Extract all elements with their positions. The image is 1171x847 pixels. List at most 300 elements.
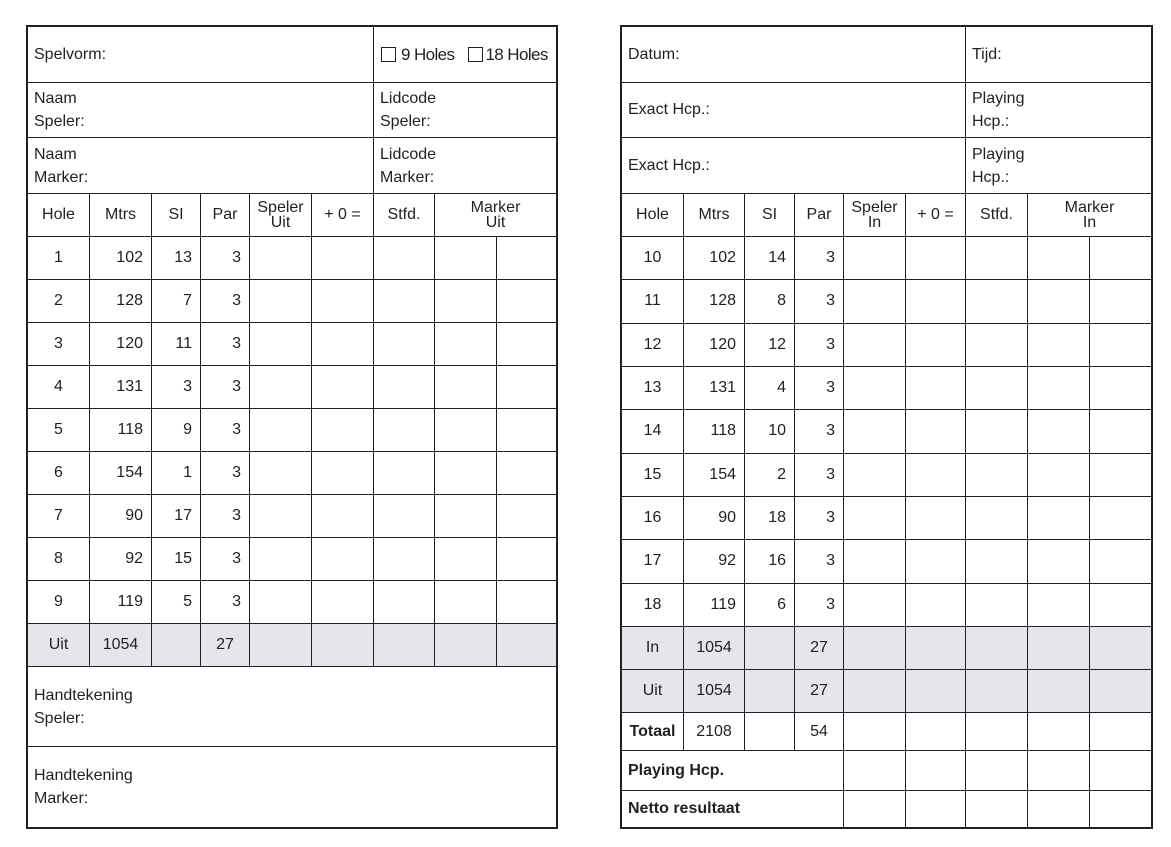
hole-mtrs: 118 (90, 409, 152, 451)
playing-hcp-1-line1: Playing (972, 90, 1025, 107)
uit-plus-zero[interactable] (906, 670, 966, 712)
naam-marker-label-1: Naam (34, 145, 77, 163)
marker-score-cell-1[interactable] (1028, 497, 1090, 539)
plus-zero-cell[interactable] (312, 323, 374, 365)
speler-score-cell[interactable] (250, 538, 312, 580)
uit-marker-2[interactable] (497, 624, 556, 666)
hole-row (28, 452, 556, 495)
speler-score-cell[interactable] (844, 367, 906, 409)
sign-marker-field[interactable] (28, 747, 556, 827)
uit-speler[interactable] (844, 670, 906, 712)
speler-score-cell[interactable] (250, 409, 312, 451)
hole-row (28, 581, 556, 624)
in-label: In (622, 627, 684, 669)
marker-score-cell-1[interactable] (435, 452, 497, 494)
in-marker-2[interactable] (1090, 627, 1151, 669)
speler-score-cell[interactable] (250, 237, 312, 279)
marker-row (28, 138, 556, 194)
hole-par: 3 (795, 454, 844, 496)
header-plus-zero: + 0 = (906, 194, 966, 236)
hole-si: 1 (152, 452, 201, 494)
speler-score-cell[interactable] (250, 495, 312, 537)
marker-score-cell-2[interactable] (497, 366, 556, 408)
playing-hcp-marker-2[interactable] (1090, 751, 1151, 790)
plus-zero-cell[interactable] (312, 280, 374, 322)
marker-score-cell-2[interactable] (1090, 280, 1151, 322)
hole-mtrs: 118 (684, 410, 745, 452)
hole-par: 3 (795, 280, 844, 322)
speler-score-cell[interactable] (844, 410, 906, 452)
hole-row (622, 367, 1151, 410)
playing-hcp-speler[interactable] (844, 751, 906, 790)
header-si: SI (745, 194, 795, 236)
totaal-plus-zero[interactable] (906, 713, 966, 750)
hole-mtrs: 102 (90, 237, 152, 279)
sign-marker-label-1: Handtekening (34, 767, 133, 784)
hole-row (28, 237, 556, 280)
marker-score-cell-2[interactable] (1090, 454, 1151, 496)
marker-score-cell-1[interactable] (435, 323, 497, 365)
spelvorm-field[interactable] (28, 27, 374, 82)
uit-marker-1[interactable] (435, 624, 497, 666)
uit-si (745, 670, 795, 712)
marker-score-cell-1[interactable] (1028, 280, 1090, 322)
header-speler-uit (250, 194, 312, 236)
stfd-cell[interactable] (966, 497, 1028, 539)
hole-mtrs: 131 (684, 367, 745, 409)
hole-par: 3 (201, 366, 250, 408)
hole-mtrs: 120 (684, 324, 745, 366)
naam-speler-label-2: Speler: (34, 113, 85, 130)
header-speler-line1: Speler (257, 199, 304, 216)
naam-speler-field[interactable] (28, 83, 374, 137)
sign-marker-label-2: Marker: (34, 790, 89, 807)
header-marker-in (1028, 194, 1151, 236)
hole-number: 5 (28, 409, 90, 451)
plus-zero-cell[interactable] (906, 280, 966, 322)
hole-row (622, 540, 1151, 583)
exact-hcp-label-1: Exact Hcp.: (628, 101, 710, 118)
lidcode-marker-field[interactable] (374, 138, 556, 193)
header-speler-line1: Speler (851, 199, 898, 216)
hole-mtrs: 90 (90, 495, 152, 537)
hole-number: 12 (622, 324, 684, 366)
stfd-cell[interactable] (966, 324, 1028, 366)
marker-score-cell-1[interactable] (1028, 367, 1090, 409)
marker-score-cell-2[interactable] (497, 581, 556, 623)
speler-score-cell[interactable] (844, 280, 906, 322)
netto-stfd[interactable] (966, 791, 1028, 827)
hole-row (622, 410, 1151, 453)
uit-total-row-back (622, 670, 1151, 713)
lidcode-marker-label-1: Lidcode (380, 145, 437, 163)
totaal-label: Totaal (622, 713, 684, 750)
header-hole: Hole (28, 194, 90, 236)
playing-hcp-row-label: Playing Hcp. (622, 751, 844, 790)
header-stfd: Stfd. (374, 194, 435, 236)
hole-si: 9 (152, 409, 201, 451)
hole-number: 13 (622, 367, 684, 409)
spelvorm-row (28, 27, 556, 83)
plus-zero-cell[interactable] (312, 581, 374, 623)
hole-row (622, 454, 1151, 497)
hole-number: 2 (28, 280, 90, 322)
hole-number: 10 (622, 237, 684, 279)
exact-hcp-field-2[interactable] (622, 138, 966, 193)
marker-score-cell-2[interactable] (497, 280, 556, 322)
hole-par: 3 (795, 584, 844, 626)
stfd-cell[interactable] (966, 584, 1028, 626)
hole-si: 10 (745, 410, 795, 452)
hole-par: 3 (201, 538, 250, 580)
header-marker-line1: Marker (1064, 199, 1115, 216)
hole-number: 6 (28, 452, 90, 494)
holes-options (374, 27, 556, 82)
hole-si: 12 (745, 324, 795, 366)
totaal-marker-2[interactable] (1090, 713, 1151, 750)
in-stfd[interactable] (966, 627, 1028, 669)
header-speler-line2: In (867, 214, 882, 231)
plus-zero-cell[interactable] (906, 584, 966, 626)
uit-mtrs: 1054 (90, 624, 152, 666)
hcp-row-1 (622, 83, 1151, 138)
marker-score-cell-1[interactable] (1028, 237, 1090, 279)
hole-row (28, 280, 556, 323)
hole-mtrs: 90 (684, 497, 745, 539)
hole-number: 1 (28, 237, 90, 279)
marker-score-cell-2[interactable] (497, 495, 556, 537)
plus-zero-cell[interactable] (312, 452, 374, 494)
speler-score-cell[interactable] (250, 323, 312, 365)
hole-row (622, 237, 1151, 280)
hole-si: 17 (152, 495, 201, 537)
uit-stfd[interactable] (966, 670, 1028, 712)
plus-zero-cell[interactable] (906, 410, 966, 452)
hole-mtrs: 120 (90, 323, 152, 365)
uit-marker-2[interactable] (1090, 670, 1151, 712)
in-mtrs: 1054 (684, 627, 745, 669)
playing-hcp-2-line2: Hcp.: (972, 168, 1010, 186)
hole-number: 8 (28, 538, 90, 580)
header-speler-in (844, 194, 906, 236)
hole-si: 11 (152, 323, 201, 365)
stfd-cell[interactable] (374, 538, 435, 580)
stfd-cell[interactable] (374, 366, 435, 408)
hole-number: 14 (622, 410, 684, 452)
playing-hcp-marker-1[interactable] (1028, 751, 1090, 790)
uit-label: Uit (622, 670, 684, 712)
hole-number: 3 (28, 323, 90, 365)
tijd-label: Tijd: (972, 45, 1002, 63)
in-par: 27 (795, 627, 844, 669)
playing-hcp-field-2[interactable] (966, 138, 1151, 193)
scorecard-back (620, 25, 1153, 829)
in-marker-1[interactable] (1028, 627, 1090, 669)
marker-score-cell-1[interactable] (435, 581, 497, 623)
speler-score-cell[interactable] (844, 540, 906, 582)
hole-mtrs: 92 (90, 538, 152, 580)
hole-row (622, 497, 1151, 540)
hole-number: 7 (28, 495, 90, 537)
marker-score-cell-2[interactable] (1090, 410, 1151, 452)
marker-score-cell-1[interactable] (1028, 410, 1090, 452)
stfd-cell[interactable] (966, 367, 1028, 409)
playing-hcp-1-line2: Hcp.: (972, 113, 1010, 130)
hole-si: 3 (152, 366, 201, 408)
lidcode-marker-label-2: Marker: (380, 168, 435, 186)
hole-par: 3 (201, 452, 250, 494)
marker-score-cell-2[interactable] (1090, 497, 1151, 539)
marker-score-cell-1[interactable] (435, 409, 497, 451)
hole-number: 9 (28, 581, 90, 623)
stfd-cell[interactable] (374, 581, 435, 623)
header-mtrs: Mtrs (90, 194, 152, 236)
sign-marker-row[interactable] (28, 747, 556, 827)
hole-par: 3 (201, 581, 250, 623)
lidcode-speler-label-1: Lidcode (380, 90, 437, 107)
netto-marker-2[interactable] (1090, 791, 1151, 827)
stfd-cell[interactable] (374, 323, 435, 365)
uit-si (152, 624, 201, 666)
hole-mtrs: 128 (90, 280, 152, 322)
header-speler-line2: Uit (270, 214, 291, 231)
hole-si: 6 (745, 584, 795, 626)
marker-score-cell-1[interactable] (435, 538, 497, 580)
sign-speler-row[interactable] (28, 667, 556, 747)
totaal-marker-1[interactable] (1028, 713, 1090, 750)
stfd-cell[interactable] (374, 452, 435, 494)
hole-row (28, 323, 556, 366)
in-si (745, 627, 795, 669)
datum-field[interactable] (622, 27, 966, 82)
speler-score-cell[interactable] (844, 584, 906, 626)
datum-row (622, 27, 1151, 83)
header-stfd: Stfd. (966, 194, 1028, 236)
plus-zero-cell[interactable] (312, 495, 374, 537)
in-total-row (622, 627, 1151, 670)
marker-score-cell-1[interactable] (1028, 324, 1090, 366)
score-header-row (28, 194, 556, 237)
hole-mtrs: 154 (90, 452, 152, 494)
nine-holes-checkbox[interactable] (381, 47, 396, 62)
header-mtrs: Mtrs (684, 194, 745, 236)
hole-row (622, 280, 1151, 323)
naam-marker-field[interactable] (28, 138, 374, 193)
marker-score-cell-2[interactable] (1090, 237, 1151, 279)
naam-marker-label-2: Marker: (34, 168, 89, 186)
hole-number: 4 (28, 366, 90, 408)
marker-score-cell-1[interactable] (1028, 584, 1090, 626)
hole-si: 7 (152, 280, 201, 322)
hole-si: 2 (745, 454, 795, 496)
marker-score-cell-2[interactable] (1090, 540, 1151, 582)
sign-speler-label-1: Handtekening (34, 686, 133, 704)
stfd-cell[interactable] (374, 237, 435, 279)
hole-mtrs: 128 (684, 280, 745, 322)
marker-score-cell-2[interactable] (497, 323, 556, 365)
hole-par: 3 (795, 540, 844, 582)
plus-zero-cell[interactable] (906, 454, 966, 496)
lidcode-speler-label-2: Speler: (380, 113, 431, 130)
in-speler[interactable] (844, 627, 906, 669)
plus-zero-cell[interactable] (312, 237, 374, 279)
hole-par: 3 (201, 323, 250, 365)
hole-si: 5 (152, 581, 201, 623)
hole-row (28, 409, 556, 452)
hole-si: 15 (152, 538, 201, 580)
totaal-stfd[interactable] (966, 713, 1028, 750)
plus-zero-cell[interactable] (906, 497, 966, 539)
hole-par: 3 (201, 237, 250, 279)
plus-zero-cell[interactable] (906, 324, 966, 366)
hole-si: 8 (745, 280, 795, 322)
uit-plus-zero[interactable] (312, 624, 374, 666)
marker-score-cell-2[interactable] (497, 538, 556, 580)
uit-stfd[interactable] (374, 624, 435, 666)
eighteen-holes-checkbox[interactable] (468, 47, 483, 62)
netto-row (622, 791, 1151, 827)
uit-marker-1[interactable] (1028, 670, 1090, 712)
marker-score-cell-2[interactable] (497, 409, 556, 451)
speler-score-cell[interactable] (844, 237, 906, 279)
totaal-speler[interactable] (844, 713, 906, 750)
plus-zero-cell[interactable] (906, 367, 966, 409)
hole-row (622, 584, 1151, 627)
uit-mtrs: 1054 (684, 670, 745, 712)
speler-score-cell[interactable] (250, 452, 312, 494)
speler-score-cell[interactable] (250, 581, 312, 623)
hole-row (622, 324, 1151, 367)
hole-si: 13 (152, 237, 201, 279)
speler-score-cell[interactable] (844, 497, 906, 539)
hole-par: 3 (795, 324, 844, 366)
stfd-cell[interactable] (966, 540, 1028, 582)
header-par: Par (795, 194, 844, 236)
speler-row (28, 83, 556, 138)
hole-si: 4 (745, 367, 795, 409)
tijd-field[interactable] (966, 27, 1151, 82)
hole-si: 14 (745, 237, 795, 279)
marker-score-cell-2[interactable] (1090, 584, 1151, 626)
plus-zero-cell[interactable] (906, 237, 966, 279)
uit-total-row (28, 624, 556, 667)
playing-hcp-field-1[interactable] (966, 83, 1151, 137)
stfd-cell[interactable] (374, 280, 435, 322)
hole-mtrs: 154 (684, 454, 745, 496)
exact-hcp-label-2: Exact Hcp.: (628, 156, 710, 174)
hole-mtrs: 92 (684, 540, 745, 582)
marker-score-cell-1[interactable] (1028, 540, 1090, 582)
hole-mtrs: 102 (684, 237, 745, 279)
marker-score-cell-1[interactable] (435, 280, 497, 322)
uit-speler[interactable] (250, 624, 312, 666)
hole-si: 16 (745, 540, 795, 582)
plus-zero-cell[interactable] (312, 409, 374, 451)
netto-speler[interactable] (844, 791, 906, 827)
stfd-cell[interactable] (966, 237, 1028, 279)
in-plus-zero[interactable] (906, 627, 966, 669)
exact-hcp-field-1[interactable] (622, 83, 966, 137)
scorecard-front (26, 25, 558, 829)
header-marker-line1: Marker (470, 199, 521, 216)
datum-label: Datum: (628, 45, 680, 63)
playing-hcp-row (622, 751, 1151, 791)
hole-par: 3 (201, 495, 250, 537)
hole-number: 11 (622, 280, 684, 322)
marker-score-cell-2[interactable] (497, 452, 556, 494)
header-marker-line2: In (1082, 214, 1097, 231)
marker-score-cell-1[interactable] (435, 366, 497, 408)
uit-par: 27 (795, 670, 844, 712)
score-header-row-back (622, 194, 1151, 237)
hole-number: 17 (622, 540, 684, 582)
speler-score-cell[interactable] (250, 280, 312, 322)
uit-label: Uit (28, 624, 90, 666)
stfd-cell[interactable] (374, 495, 435, 537)
lidcode-speler-field[interactable] (374, 83, 556, 137)
marker-score-cell-1[interactable] (435, 237, 497, 279)
hole-par: 3 (201, 280, 250, 322)
hole-si: 18 (745, 497, 795, 539)
totaal-mtrs: 2108 (684, 713, 745, 750)
plus-zero-cell[interactable] (312, 538, 374, 580)
hole-mtrs: 119 (90, 581, 152, 623)
hole-par: 3 (201, 409, 250, 451)
totaal-row (622, 713, 1151, 751)
hole-number: 18 (622, 584, 684, 626)
netto-row-label: Netto resultaat (622, 791, 844, 827)
hole-number: 16 (622, 497, 684, 539)
marker-score-cell-1[interactable] (435, 495, 497, 537)
marker-score-cell-2[interactable] (497, 237, 556, 279)
speler-score-cell[interactable] (250, 366, 312, 408)
playing-hcp-stfd[interactable] (966, 751, 1028, 790)
header-hole: Hole (622, 194, 684, 236)
playing-hcp-2-line1: Playing (972, 145, 1025, 163)
marker-score-cell-1[interactable] (1028, 454, 1090, 496)
hole-row (28, 366, 556, 409)
stfd-cell[interactable] (966, 454, 1028, 496)
hole-par: 3 (795, 410, 844, 452)
stfd-cell[interactable] (966, 280, 1028, 322)
sign-speler-label-2: Speler: (34, 709, 85, 727)
uit-par: 27 (201, 624, 250, 666)
plus-zero-cell[interactable] (906, 540, 966, 582)
playing-hcp-plus-zero[interactable] (906, 751, 966, 790)
naam-speler-label-1: Naam (34, 90, 77, 107)
hole-number: 15 (622, 454, 684, 496)
hole-mtrs: 119 (684, 584, 745, 626)
stfd-cell[interactable] (374, 409, 435, 451)
spelvorm-label: Spelvorm: (34, 45, 107, 63)
hole-par: 3 (795, 367, 844, 409)
plus-zero-cell[interactable] (312, 366, 374, 408)
sign-speler-field[interactable] (28, 667, 556, 746)
netto-marker-1[interactable] (1028, 791, 1090, 827)
eighteen-holes-label: 18 Holes (485, 44, 548, 64)
stfd-cell[interactable] (966, 410, 1028, 452)
netto-plus-zero[interactable] (906, 791, 966, 827)
marker-score-cell-2[interactable] (1090, 367, 1151, 409)
marker-score-cell-2[interactable] (1090, 324, 1151, 366)
totaal-si (745, 713, 795, 750)
speler-score-cell[interactable] (844, 454, 906, 496)
header-si: SI (152, 194, 201, 236)
hcp-row-2 (622, 138, 1151, 194)
nine-holes-label: 9 Holes (401, 44, 455, 64)
speler-score-cell[interactable] (844, 324, 906, 366)
totaal-par: 54 (795, 713, 844, 750)
